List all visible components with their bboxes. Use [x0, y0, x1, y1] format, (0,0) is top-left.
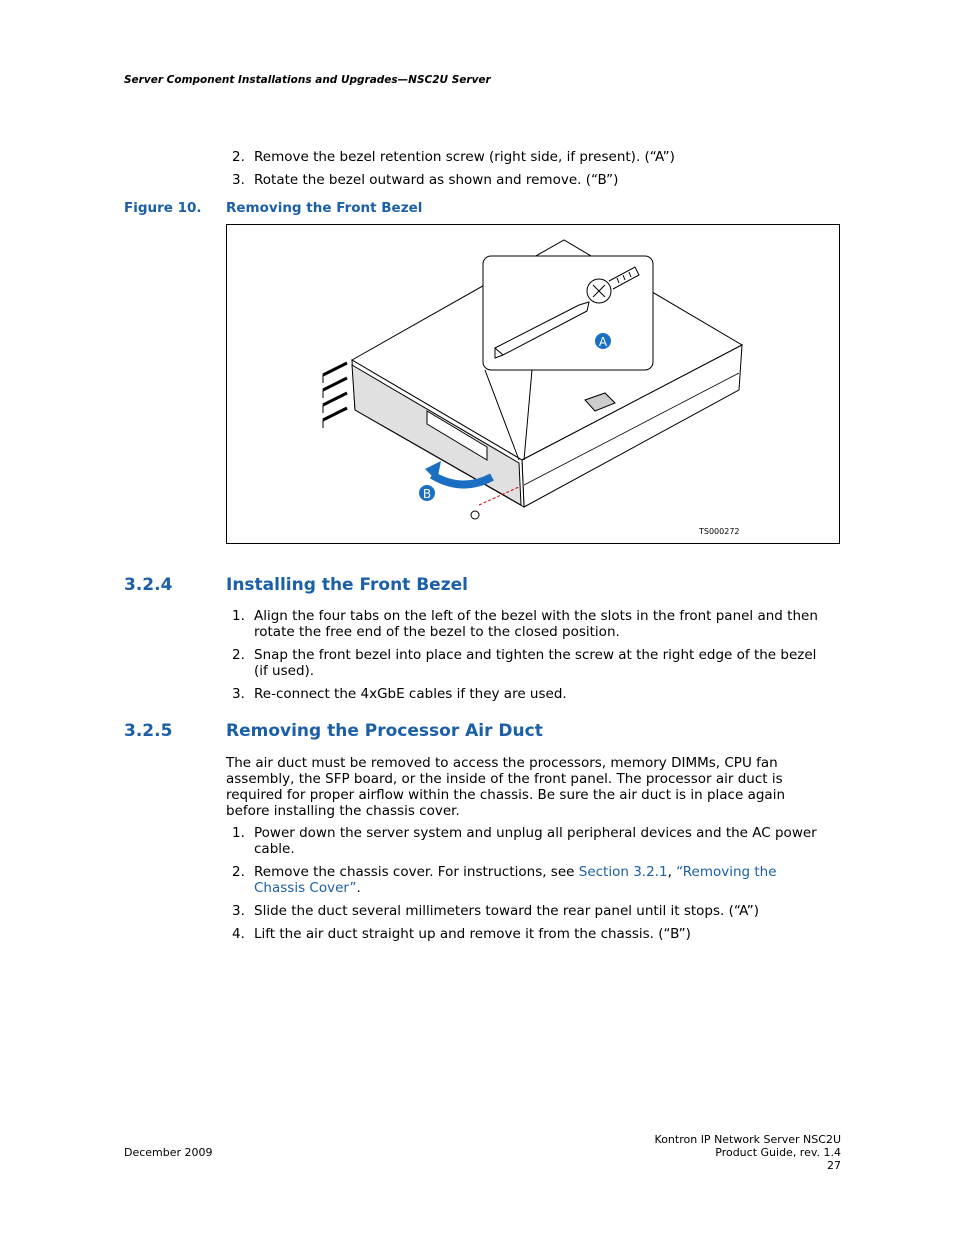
separator: , — [667, 864, 677, 880]
callout-a: A — [598, 335, 608, 349]
step-text: Remove the bezel retention screw (right side, if present). (“A”) — [254, 149, 675, 165]
step-number: 2. — [232, 864, 245, 880]
paragraph-line: required for proper airflow within the chassis. Be sure the air duct is in place again — [226, 787, 785, 803]
footer-guide-rev: Product Guide, rev. 1.4 — [715, 1146, 841, 1159]
paragraph-line: assembly, the SFP board, or the inside of the front panel. The processor air duct is — [226, 771, 783, 787]
step-number: 3. — [232, 903, 245, 919]
step-text-line: Align the four tabs on the left of the bezel with the slots in the front panel and then — [254, 608, 818, 624]
step-text — [254, 608, 844, 640]
footer-product — [655, 1133, 841, 1172]
step-text — [254, 647, 844, 679]
section-number: 3.2.4 — [124, 575, 173, 595]
footer-product-name: Kontron IP Network Server NSC2U — [654, 1133, 841, 1146]
step-text: Re-connect the 4xGbE cables if they are used. — [254, 686, 567, 702]
step-number: 1. — [232, 608, 245, 624]
step-number: 3. — [232, 172, 245, 188]
footer-date: December 2009 — [124, 1146, 213, 1159]
section-heading — [124, 575, 468, 595]
step-number: 1. — [232, 825, 245, 841]
figure-caption — [124, 200, 423, 216]
figure-code: TS000272 — [699, 527, 740, 536]
step-text: Lift the air duct straight up and remove it from the chassis. (“B”) — [254, 926, 691, 942]
section-link[interactable]: Section 3.2.1 — [578, 864, 668, 880]
figure-title: Removing the Front Bezel — [226, 200, 423, 216]
page-number: 27 — [827, 1159, 841, 1172]
step-number: 4. — [232, 926, 245, 942]
step-text-line: rotate the free end of the bezel to the closed position. — [254, 624, 620, 640]
figure-frame — [226, 224, 840, 544]
step-text — [254, 864, 844, 896]
running-header: Server Component Installations and Upgrades—NSC2U Server — [124, 74, 491, 86]
step-text-line: (if used). — [254, 663, 315, 679]
step-text-line: Remove the chassis cover. For instructions, see — [254, 864, 579, 880]
paragraph-line: The air duct must be removed to access the processors, memory DIMMs, CPU fan — [226, 755, 778, 771]
section-heading — [124, 721, 543, 741]
step-number: 2. — [232, 149, 245, 165]
punctuation: . — [356, 880, 361, 896]
bezel-removal-illustration — [227, 225, 839, 543]
section-number: 3.2.5 — [124, 721, 173, 741]
step-text-line: Power down the server system and unplug all peripheral devices and the AC power — [254, 825, 817, 841]
step-text — [254, 825, 844, 857]
figure-number: Figure 10. — [124, 200, 202, 216]
step-text-line: cable. — [254, 841, 295, 857]
step-text-line: Snap the front bezel into place and tighten the screw at the right edge of the bezel — [254, 647, 817, 663]
step-number: 2. — [232, 647, 245, 663]
intro-paragraph — [226, 755, 846, 819]
section-title-link[interactable]: “Removing the — [676, 864, 777, 880]
section-title-link-continued[interactable]: Chassis Cover” — [254, 880, 357, 896]
section-title: Installing the Front Bezel — [226, 575, 468, 595]
paragraph-line: before installing the chassis cover. — [226, 803, 460, 819]
step-text: Rotate the bezel outward as shown and remove. (“B”) — [254, 172, 619, 188]
step-text: Slide the duct several millimeters toward the rear panel until it stops. (“A”) — [254, 903, 759, 919]
section-title: Removing the Processor Air Duct — [226, 721, 543, 741]
step-number: 3. — [232, 686, 245, 702]
callout-b: B — [422, 487, 432, 501]
